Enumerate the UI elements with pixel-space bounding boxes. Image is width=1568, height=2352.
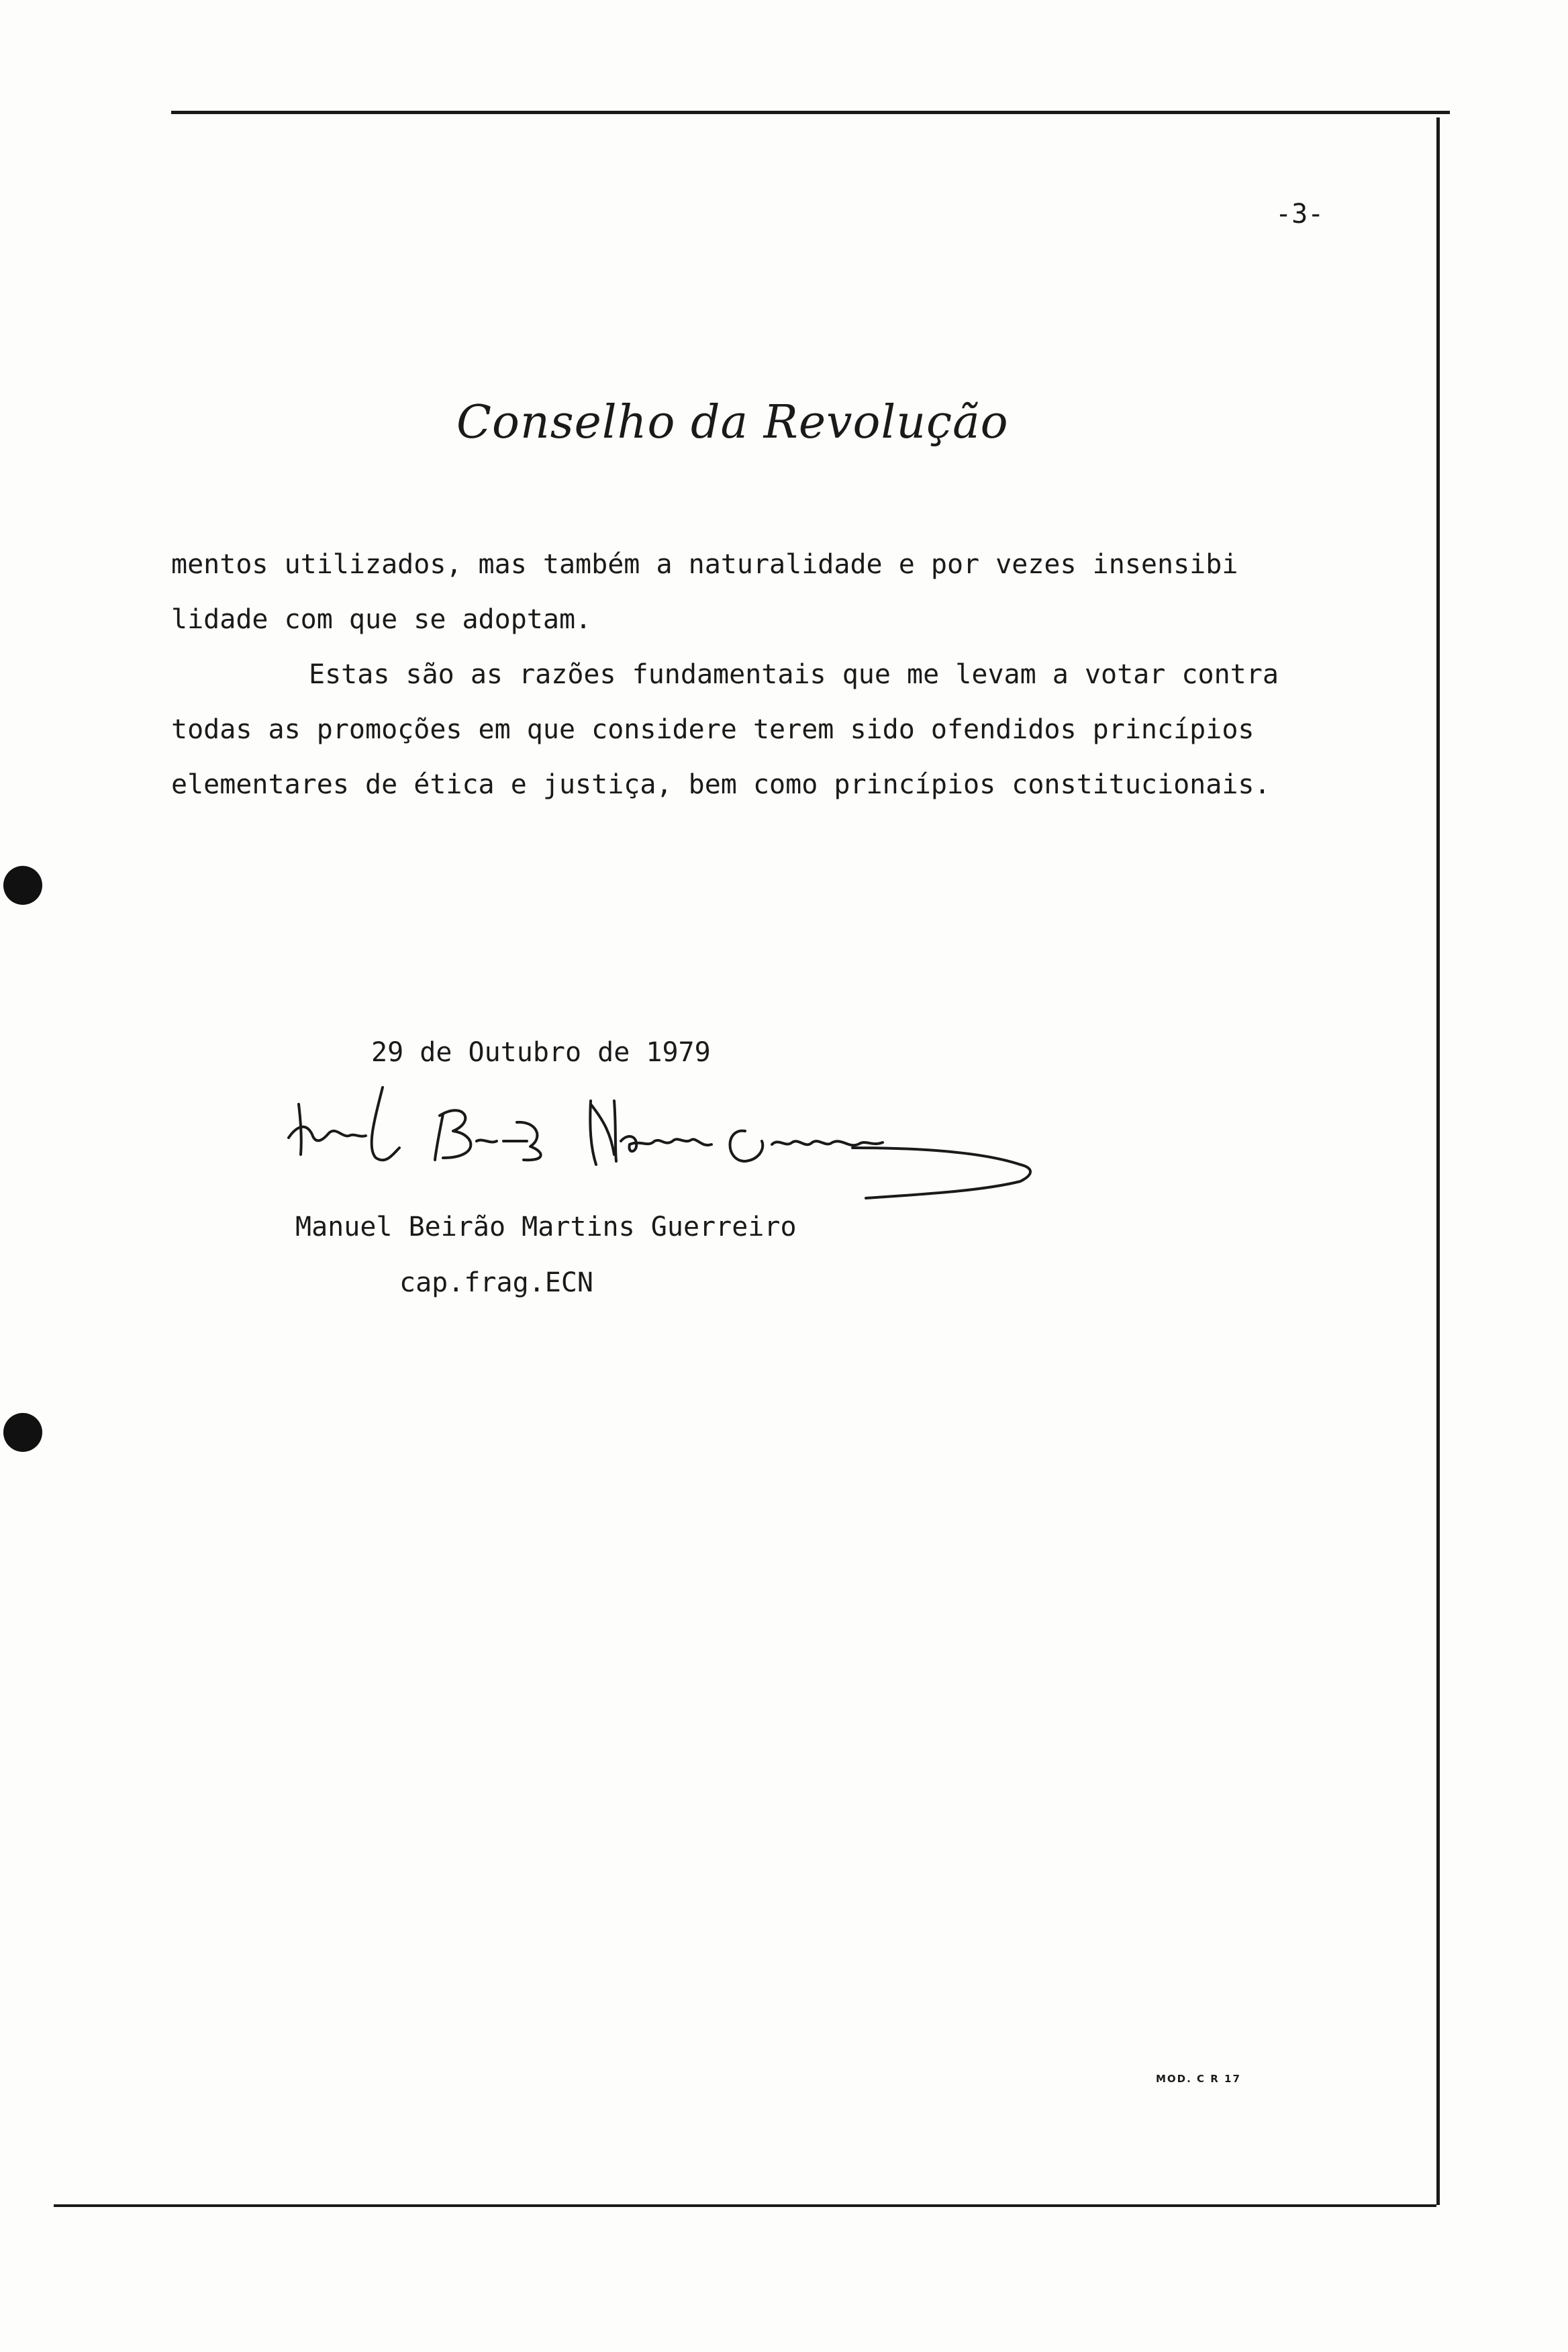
body-line: Estas são as razões fundamentais que me levam a votar contra xyxy=(309,659,1279,690)
frame-bottom-line xyxy=(54,2204,1436,2207)
frame-right-line xyxy=(1436,117,1440,2205)
page-number: -3- xyxy=(1275,199,1324,230)
body-line: todas as promoções em que considere terem sido ofendidos princípios xyxy=(171,714,1255,745)
body-line: elementares de ética e justiça, bem como princípios constitucionais. xyxy=(171,769,1271,800)
punch-hole xyxy=(3,1413,42,1452)
body-line: lidade com que se adoptam. xyxy=(171,604,592,635)
body-line: mentos utilizados, mas também a naturalidade e por vezes insensibi xyxy=(171,549,1238,580)
signer-rank: cap.frag.ECN xyxy=(399,1267,593,1298)
letter-date: 29 de Outubro de 1979 xyxy=(371,1037,711,1068)
letterhead-title: Conselho da Revolução xyxy=(456,396,1009,449)
handwritten-signature xyxy=(275,1074,1054,1215)
frame-top-line xyxy=(171,111,1450,114)
punch-hole xyxy=(3,866,42,905)
signer-name: Manuel Beirão Martins Guerreiro xyxy=(295,1212,797,1242)
letter-body xyxy=(171,537,1346,812)
form-code: MOD. C R 17 xyxy=(1156,2073,1241,2085)
